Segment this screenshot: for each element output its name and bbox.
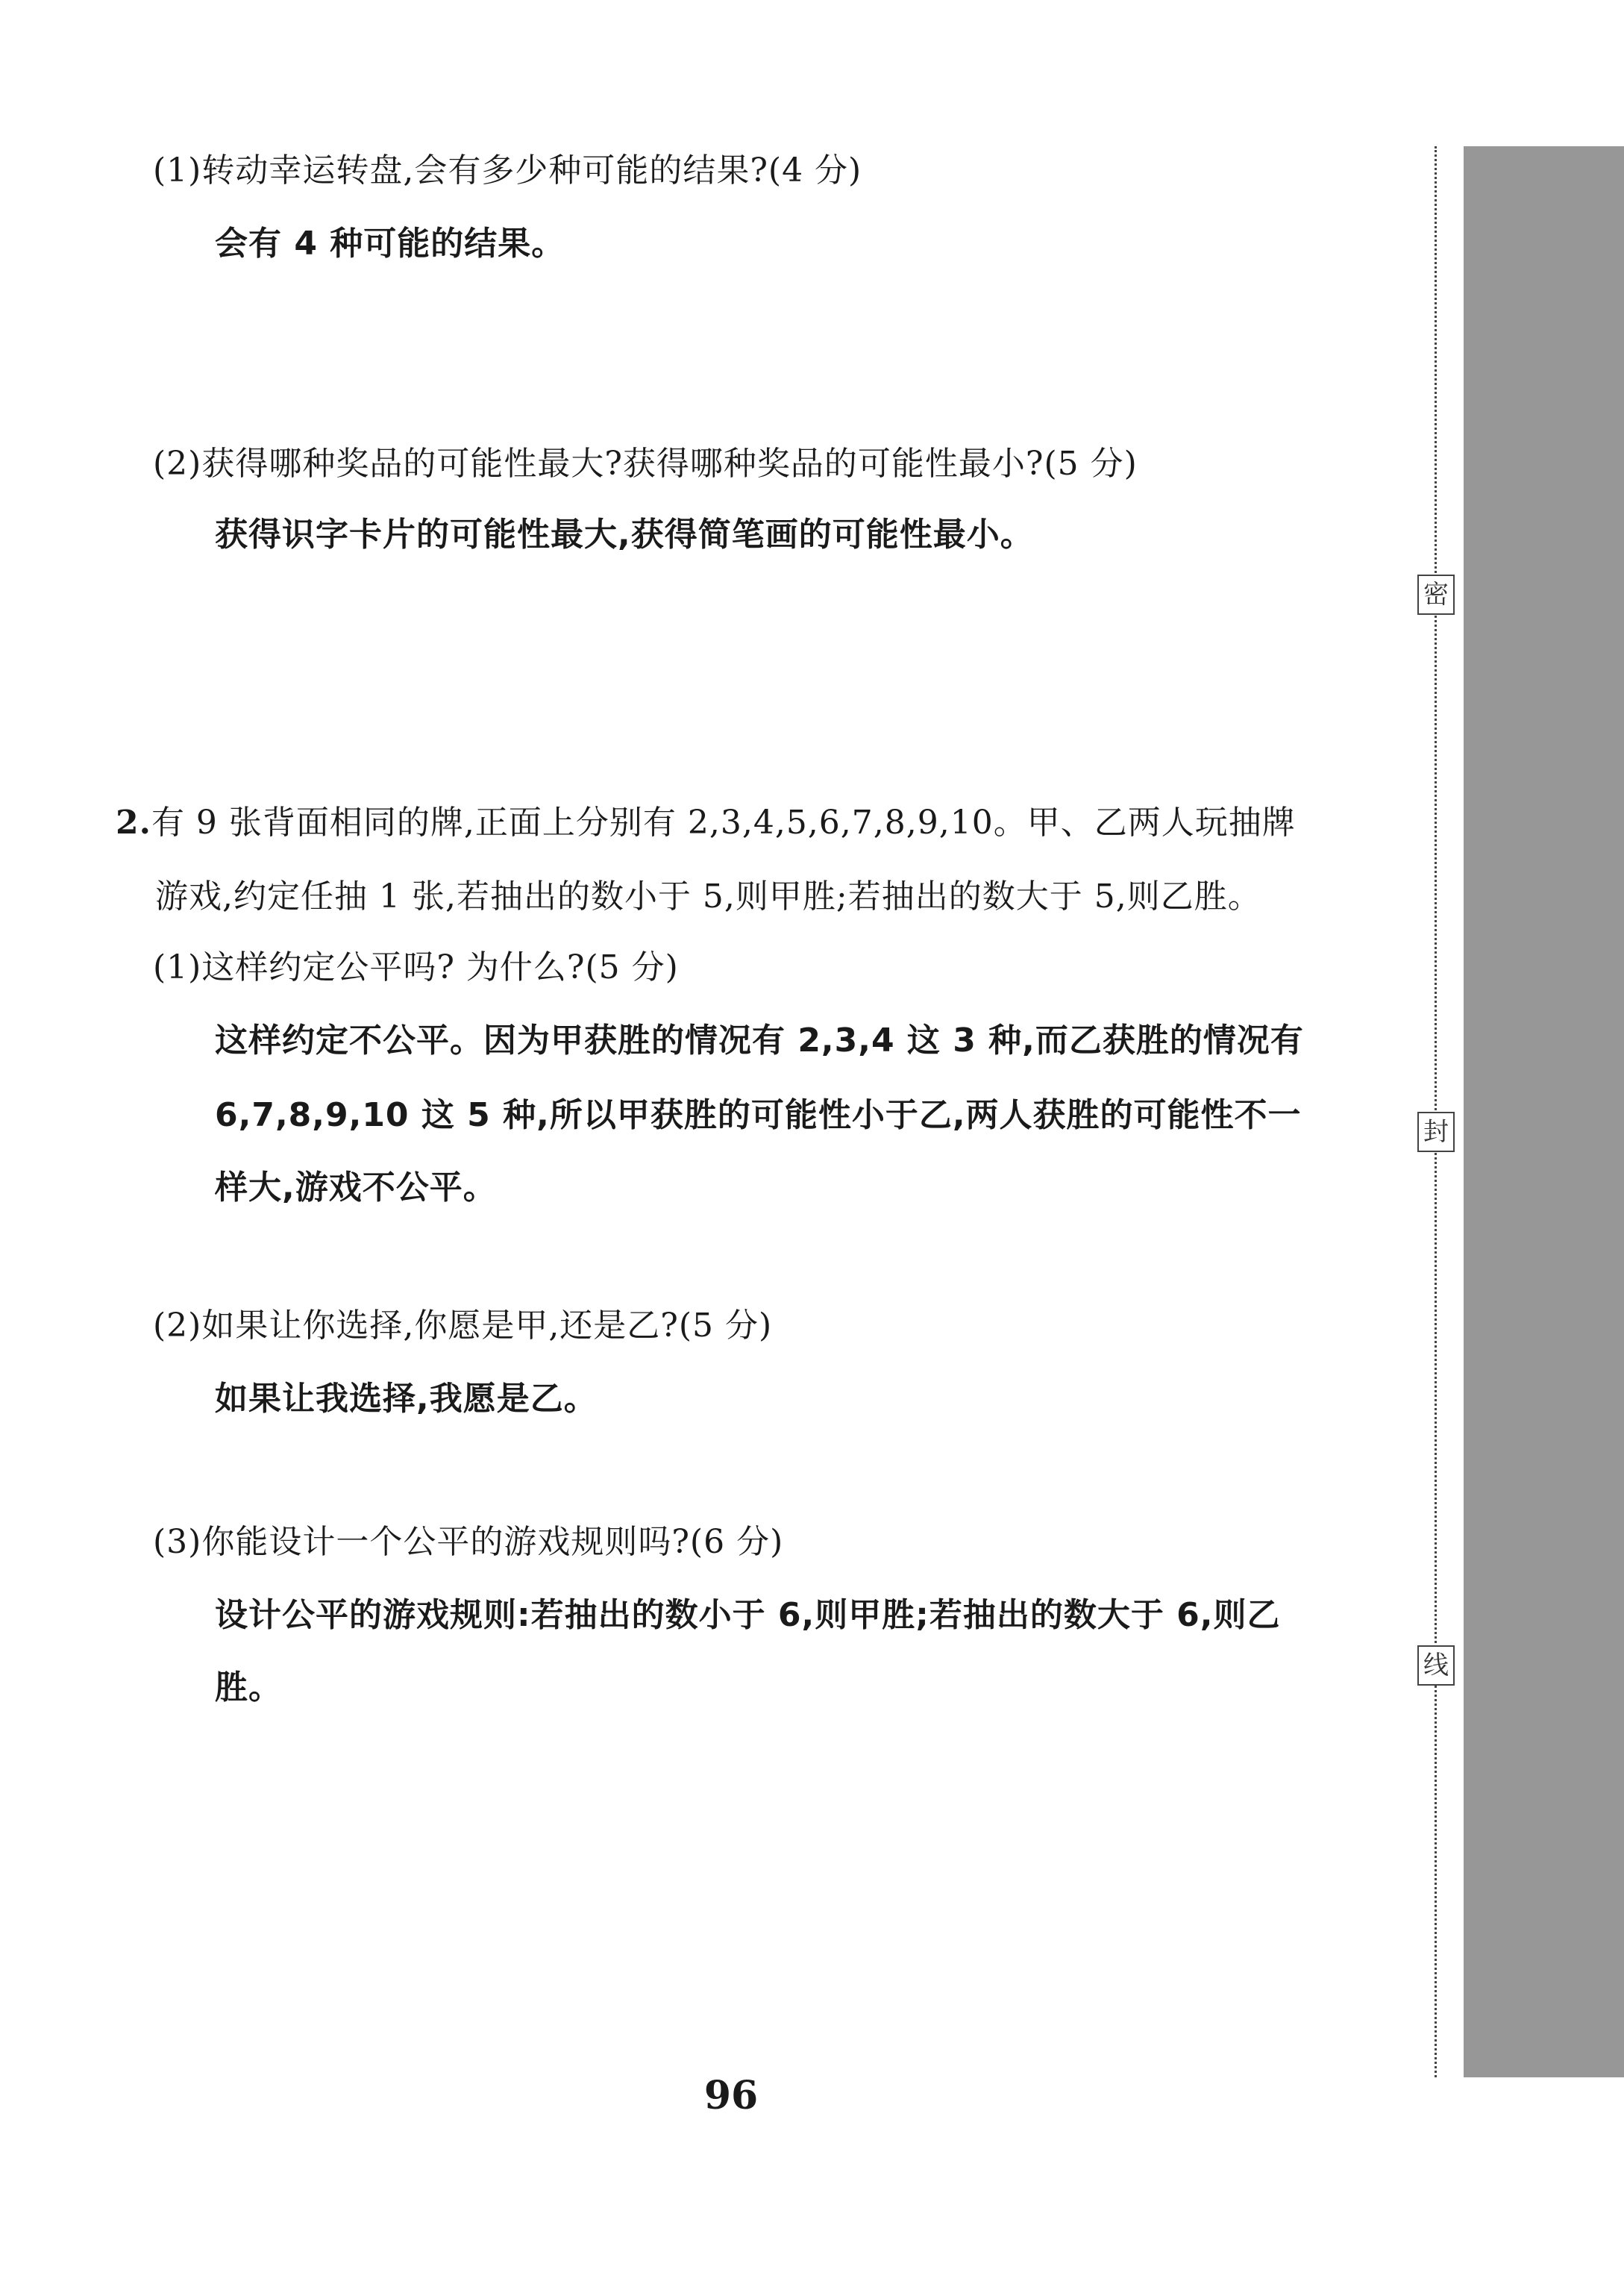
seal-mark-mi: 密 <box>1417 575 1455 615</box>
q1-part2-question: (2)获得哪种奖品的可能性最大?获得哪种奖品的可能性最小?(5 分) <box>153 445 1138 483</box>
q2-part2-question: (2)如果让你选择,你愿是甲,还是乙?(5 分) <box>153 1307 773 1345</box>
q2-part1-question: (1)这样约定公平吗? 为什么?(5 分) <box>153 948 679 986</box>
q1-part2-answer: 获得识字卡片的可能性最大,获得简笔画的可能性最小。 <box>215 516 1034 554</box>
q2-stem-line1: 2.有 9 张背面相同的牌,正面上分别有 2,3,4,5,6,7,8,9,10。甲、乙两人玩抽牌 <box>116 804 1296 842</box>
q2-part3-question: (3)你能设计一个公平的游戏规则吗?(6 分) <box>153 1523 784 1561</box>
q2-stem-line2: 游戏,约定任抽 1 张,若抽出的数小于 5,则甲胜;若抽出的数大于 5,则乙胜。 <box>155 877 1261 916</box>
q2-part3-label: (3) <box>153 1523 202 1561</box>
binding-margin-band <box>1464 146 1624 2077</box>
q2-part1-answer-line2: 6,7,8,9,10 这 5 种,所以甲获胜的可能性小于乙,两人获胜的可能性不一 <box>215 1096 1302 1134</box>
page-number: 96 <box>703 2073 759 2118</box>
q2-part3-answer-line2: 胜。 <box>215 1668 282 1706</box>
q2-part2-answer: 如果让我选择,我愿是乙。 <box>215 1380 598 1418</box>
q1-part1-answer: 会有 4 种可能的结果。 <box>215 225 565 263</box>
q1-part2-label: (2) <box>153 445 202 483</box>
q2-part1-answer-line3: 样大,游戏不公平。 <box>215 1169 497 1207</box>
q2-part2-label: (2) <box>153 1307 202 1345</box>
q2-part1-label: (1) <box>153 948 202 986</box>
seal-mark-xian: 线 <box>1417 1645 1455 1686</box>
q2-number: 2. <box>116 804 151 842</box>
q2-part3-answer-line1: 设计公平的游戏规则:若抽出的数小于 6,则甲胜;若抽出的数大于 6,则乙 <box>215 1596 1281 1634</box>
q2-part1-answer-line1: 这样约定不公平。因为甲获胜的情况有 2,3,4 这 3 种,而乙获胜的情况有 <box>215 1022 1304 1060</box>
q1-part1-question: (1)转动幸运转盘,会有多少种可能的结果?(4 分) <box>153 151 862 190</box>
seal-mark-feng: 封 <box>1417 1112 1455 1152</box>
q1-part1-label: (1) <box>153 151 202 190</box>
